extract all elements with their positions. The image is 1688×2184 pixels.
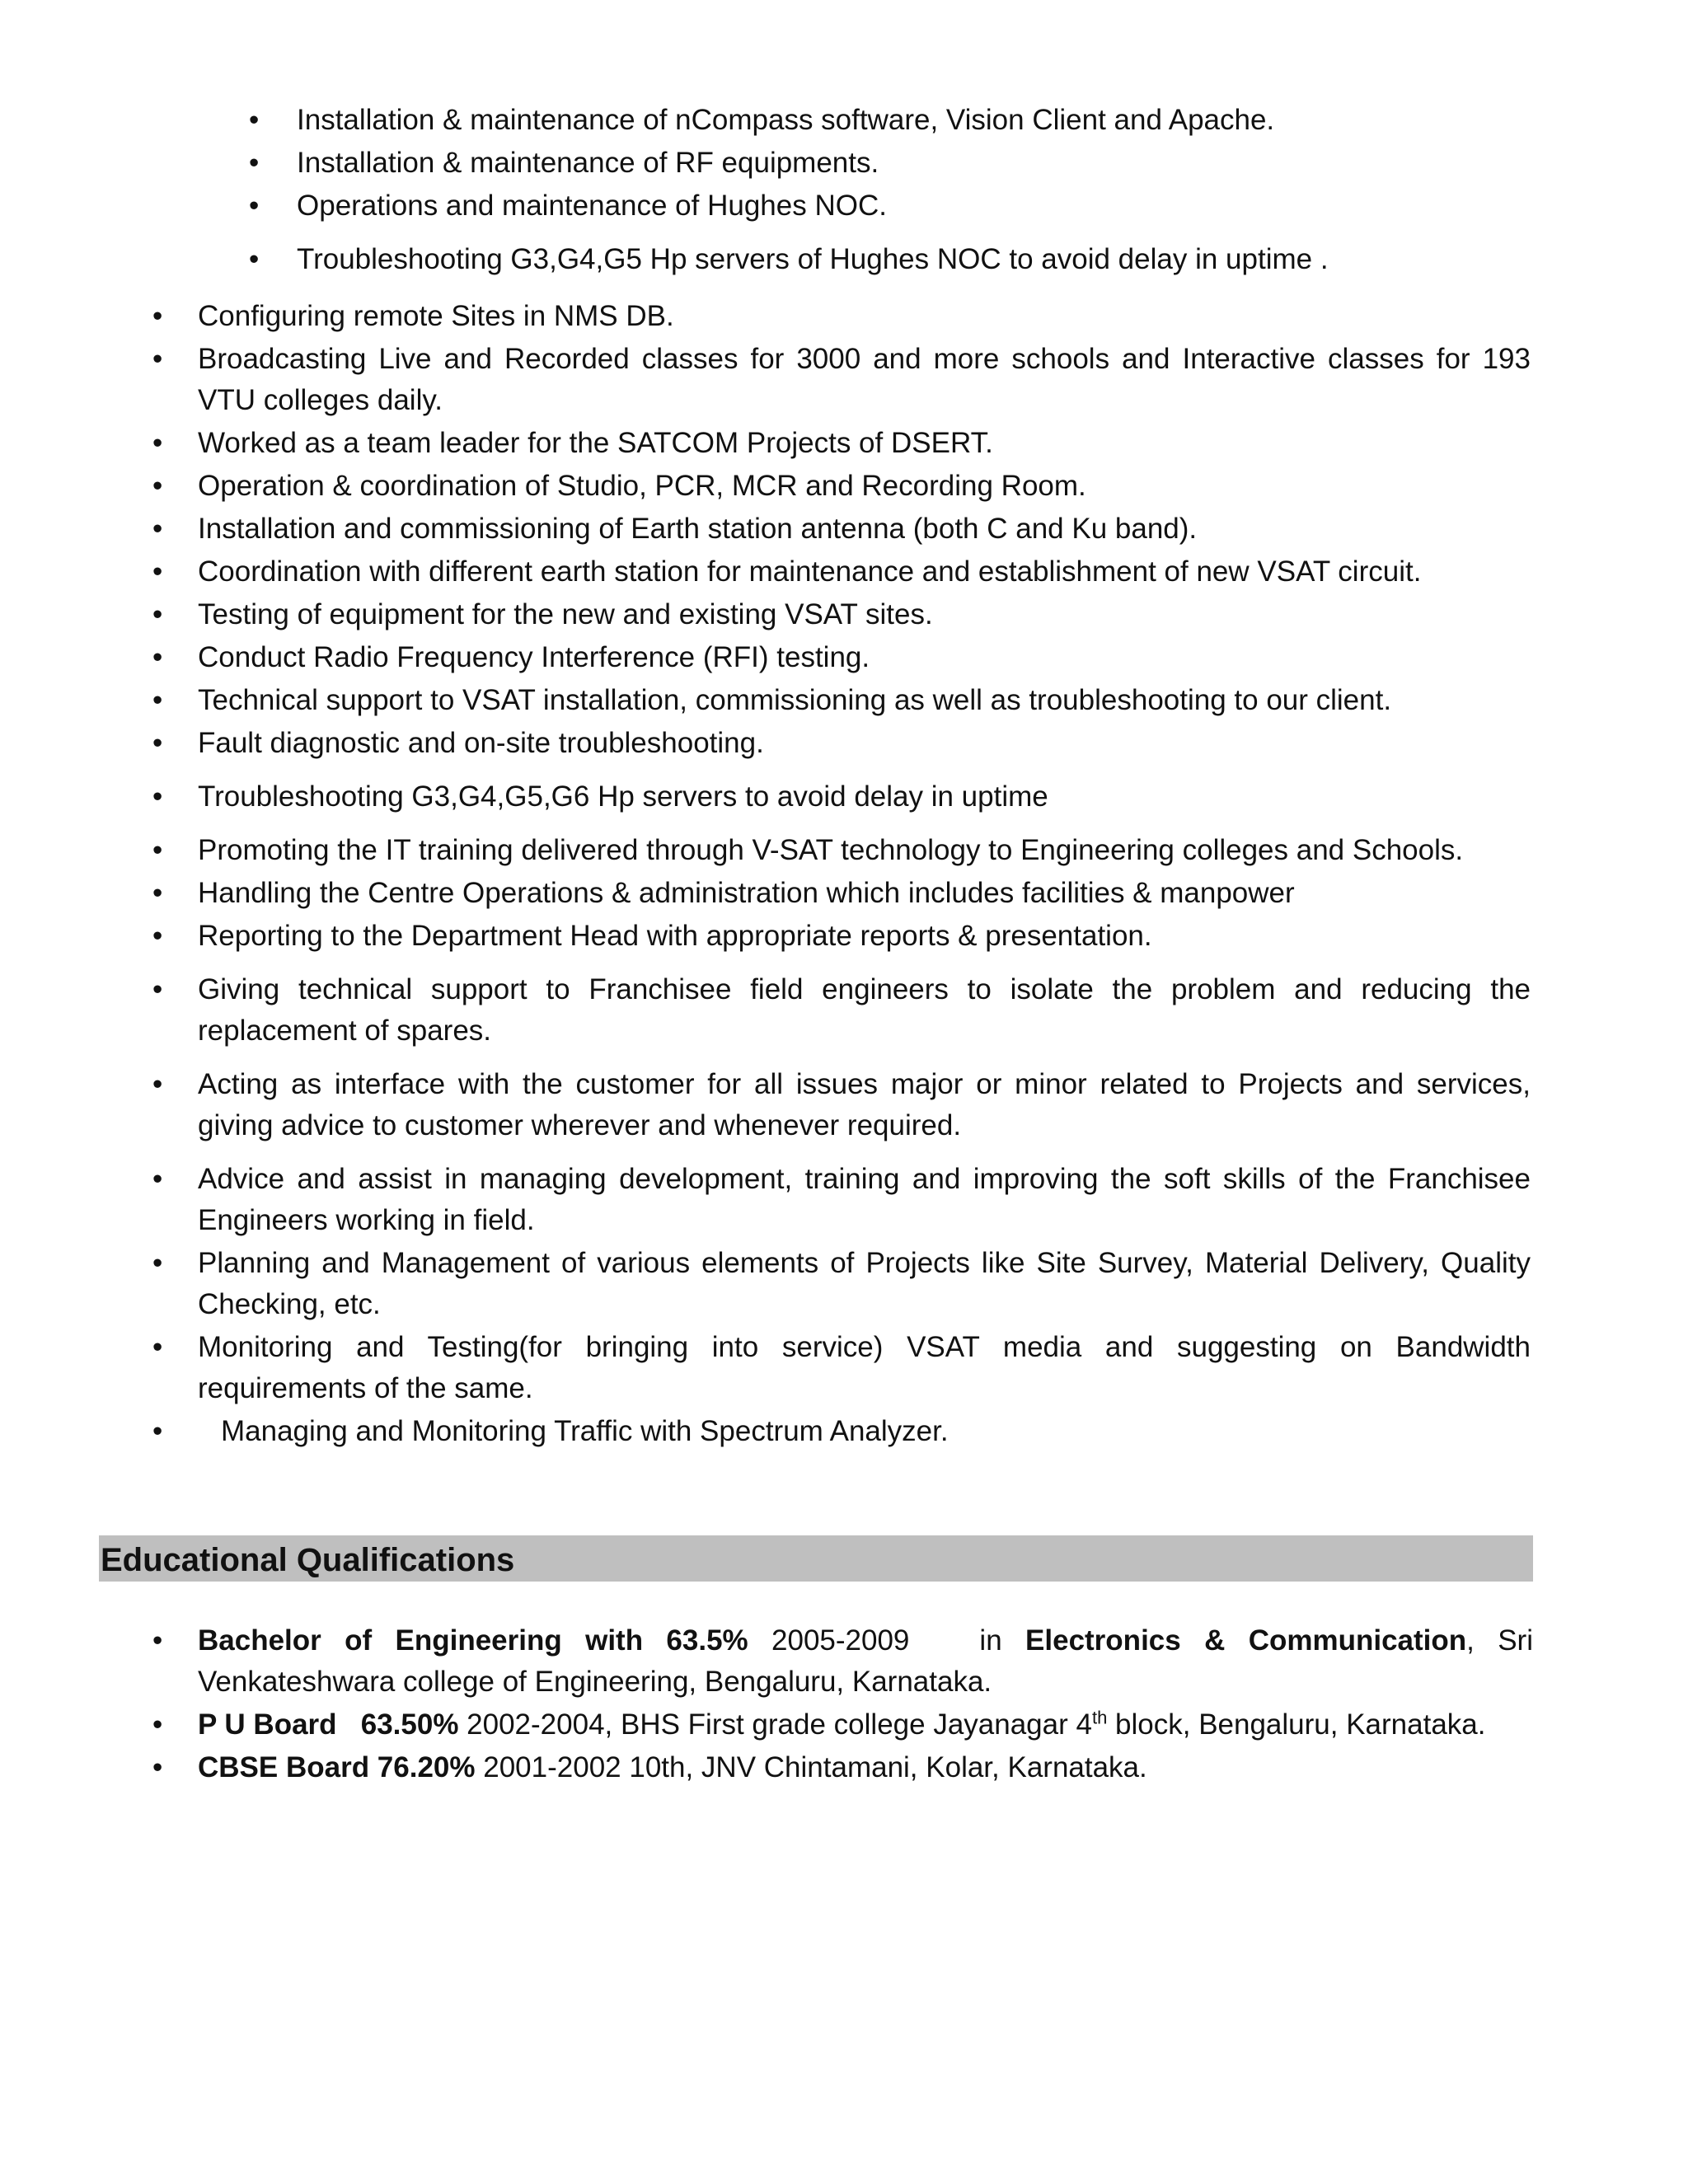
bullet-icon: •: [152, 427, 163, 459]
list-item: • Operation & coordination of Studio, PCR, MCR and Recording Room.: [198, 466, 1531, 507]
list-item: • Reporting to the Department Head with appropriate reports & presentation.: [198, 916, 1531, 957]
bullet-icon: •: [249, 147, 260, 179]
sub-responsibility-list: [249, 100, 1533, 282]
bullet-icon: •: [152, 513, 163, 545]
list-item: • Managing and Monitoring Traffic with Spectrum Analyzer.: [198, 1411, 1531, 1452]
list-item: • Troubleshooting G3,G4,G5,G6 Hp servers to avoid delay in uptime: [198, 776, 1531, 818]
bullet-icon: •: [152, 780, 163, 813]
list-item: • Worked as a team leader for the SATCOM Projects of DSERT.: [198, 423, 1531, 464]
education-list: [152, 1620, 1533, 1790]
list-item: • Testing of equipment for the new and existing VSAT sites.: [198, 594, 1531, 635]
responsibility-list: [152, 296, 1531, 1454]
list-item: • Installation & maintenance of nCompass software, Vision Client and Apache.: [297, 100, 1533, 141]
list-item: • Planning and Management of various elements of Projects like Site Survey, Material Delivery, Quality Checking, etc.: [198, 1243, 1531, 1325]
bullet-icon: •: [152, 1331, 163, 1363]
list-item: • Broadcasting Live and Recorded classes for 3000 and more schools and Interactive classes for 193 VTU colleges daily.: [198, 339, 1531, 421]
bullet-icon: •: [249, 243, 260, 275]
list-item: • Installation & maintenance of RF equipments.: [297, 143, 1533, 184]
list-item: • Giving technical support to Franchisee field engineers to isolate the problem and reducing the replacement of spares.: [198, 969, 1531, 1052]
list-item: • Installation and commissioning of Earth station antenna (both C and Ku band).: [198, 509, 1531, 550]
bullet-icon: •: [152, 1624, 163, 1657]
list-item: • Technical support to VSAT installation, commissioning as well as troubleshooting to our client.: [198, 680, 1531, 721]
list-item: • Handling the Centre Operations & administration which includes facilities & manpower: [198, 873, 1531, 914]
list-item: • Conduct Radio Frequency Interference (RFI) testing.: [198, 637, 1531, 678]
bullet-icon: •: [152, 920, 163, 952]
bullet-icon: •: [152, 1163, 163, 1195]
list-item: • Troubleshooting G3,G4,G5 Hp servers of Hughes NOC to avoid delay in uptime .: [297, 239, 1533, 280]
bullet-icon: •: [152, 727, 163, 759]
bullet-icon: •: [249, 190, 260, 222]
bullet-icon: •: [152, 1751, 163, 1783]
bullet-icon: •: [152, 470, 163, 502]
section-header-education: [99, 1535, 1533, 1582]
list-item: • Acting as interface with the customer for all issues major or minor related to Projects and services, giving advice to customer wherever and whenever required.: [198, 1064, 1531, 1146]
list-item: • Fault diagnostic and on-site troubleshooting.: [198, 723, 1531, 764]
list-item: • Operations and maintenance of Hughes NOC.: [297, 185, 1533, 227]
education-item-pu: • P U Board 63.50% 2002-2004, BHS First grade college Jayanagar 4th block, Bengaluru, Karnataka.: [198, 1704, 1533, 1746]
list-item: • Advice and assist in managing development, training and improving the soft skills of the Franchisee Engineers working in field.: [198, 1159, 1531, 1241]
bullet-icon: •: [152, 877, 163, 909]
bullet-icon: •: [152, 684, 163, 716]
section-title: Educational Qualifications: [101, 1542, 515, 1578]
bullet-icon: •: [152, 1415, 163, 1447]
list-item: • Configuring remote Sites in NMS DB.: [198, 296, 1531, 337]
list-item: • Promoting the IT training delivered through V-SAT technology to Engineering colleges and Schools.: [198, 830, 1531, 871]
bullet-icon: •: [152, 834, 163, 866]
list-item: • Monitoring and Testing(for bringing into service) VSAT media and suggesting on Bandwidth requirements of the same.: [198, 1327, 1531, 1409]
bullet-icon: •: [152, 641, 163, 673]
bullet-icon: •: [152, 1247, 163, 1279]
bullet-icon: •: [249, 104, 260, 136]
bullet-icon: •: [152, 598, 163, 630]
bullet-icon: •: [152, 973, 163, 1005]
bullet-icon: •: [152, 343, 163, 375]
bullet-icon: •: [152, 1708, 163, 1741]
bullet-icon: •: [152, 300, 163, 332]
education-item-be: • Bachelor of Engineering with 63.5% 2005-2009 in Electronics & Communication, Sri Venkateshwara college of Engineering, Bengaluru, Karnataka.: [198, 1620, 1533, 1703]
list-item: • Coordination with different earth station for maintenance and establishment of new VSAT circuit.: [198, 551, 1531, 593]
education-item-cbse: • CBSE Board 76.20% 2001-2002 10th, JNV Chintamani, Kolar, Karnataka.: [198, 1747, 1533, 1788]
bullet-icon: •: [152, 1068, 163, 1100]
bullet-icon: •: [152, 555, 163, 588]
